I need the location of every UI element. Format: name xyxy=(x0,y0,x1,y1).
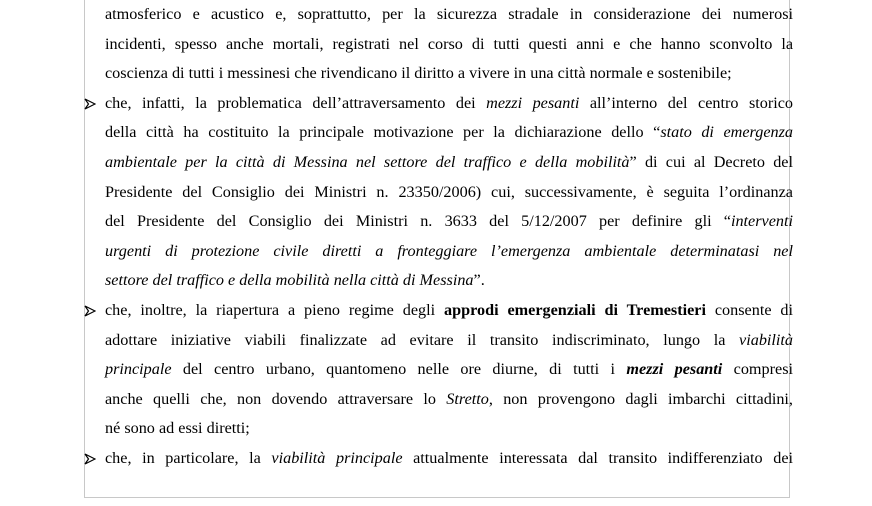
text-segment: urgenti di protezione civile diretti a fronteggiare l’emergenza ambientale determinatasi nel xyxy=(105,241,793,260)
text-segment: mezzi pesanti xyxy=(486,93,580,112)
arrowhead-bullet-icon xyxy=(83,296,97,326)
text-segment: ”. xyxy=(473,271,485,290)
text-line xyxy=(105,207,793,237)
text-line xyxy=(105,178,793,208)
text-segment: del Presidente del Consiglio dei Ministri n. 3633 del 5/12/2007 per definire gli “ xyxy=(105,212,731,231)
text-segment: interventi xyxy=(730,212,793,231)
text-line xyxy=(105,89,793,119)
text-line xyxy=(105,385,793,415)
text-segment: stato di emergenza xyxy=(660,123,793,142)
text-line xyxy=(105,355,793,385)
text-segment: all’interno del centro storico xyxy=(579,93,794,112)
text-line xyxy=(105,326,793,356)
text-segment: del centro urbano, quantomeno nelle ore diurne, di tutti i xyxy=(171,360,627,379)
text-line xyxy=(105,414,793,444)
text-segment: principale xyxy=(105,360,172,379)
text-segment: atmosferico e acustico e, soprattutto, per la sicurezza stradale in considerazione dei numerosi xyxy=(105,5,793,23)
text-line xyxy=(105,30,793,60)
text-segment: coscienza di tutti i messinesi che rivendicano il diritto a vivere in una città normale e sostenibile; xyxy=(105,64,732,83)
text-segment: mezzi pesanti xyxy=(626,360,723,379)
text-line xyxy=(105,237,793,267)
text-line xyxy=(105,0,793,30)
arrowhead-bullet-icon xyxy=(83,444,97,474)
text-segment: ” di cui al Decreto del xyxy=(629,152,793,171)
text-line xyxy=(105,444,793,474)
text-segment: che, in particolare, la xyxy=(105,448,272,467)
text-segment: viabilità principale xyxy=(271,448,403,467)
text-segment: né sono ad essi diretti; xyxy=(105,419,250,438)
text-segment: anche quelli che, non dovendo attraversare lo xyxy=(105,389,447,408)
text-segment: settore del traffico e della mobilità nella città di Messina xyxy=(105,271,474,290)
text-line xyxy=(105,266,793,296)
text-line xyxy=(105,118,793,148)
document-page xyxy=(84,0,794,498)
text-segment: della città ha costituito la principale motivazione per la dichiarazione dello “ xyxy=(105,123,661,142)
text-segment: che, infatti, la problematica dell’attraversamento dei xyxy=(105,93,487,112)
text-segment: consente di xyxy=(705,300,793,319)
text-segment: compresi xyxy=(722,360,793,379)
text-segment: , non provengono dagli imbarchi cittadini, xyxy=(488,389,793,408)
text-line xyxy=(105,59,793,89)
text-line xyxy=(105,148,793,178)
text-segment: ambientale per la città di Messina nel settore del traffico e della mobilità xyxy=(105,152,630,171)
text-segment: viabilità xyxy=(739,330,793,349)
text-segment: attualmente interessata dal transito indifferenziato dei xyxy=(402,448,793,467)
arrowhead-bullet-icon xyxy=(83,89,97,119)
text-line xyxy=(105,296,793,326)
text-segment: Presidente del Consiglio dei Ministri n. 23350/2006) cui, successivamente, è seguita l’ordinanza xyxy=(105,182,793,201)
text-segment: approdi emergenziali di Tremestieri xyxy=(444,300,706,319)
document-body xyxy=(105,0,793,474)
text-segment: adottare iniziative viabili finalizzate ad evitare il transito indiscriminato, lungo la xyxy=(105,330,740,349)
text-segment: Stretto xyxy=(446,389,489,408)
text-segment: che, inoltre, la riapertura a pieno regime degli xyxy=(105,300,445,319)
text-segment: incidenti, spesso anche mortali, registrati nel corso di tutti questi anni e che hanno sconvolto la xyxy=(105,34,793,53)
